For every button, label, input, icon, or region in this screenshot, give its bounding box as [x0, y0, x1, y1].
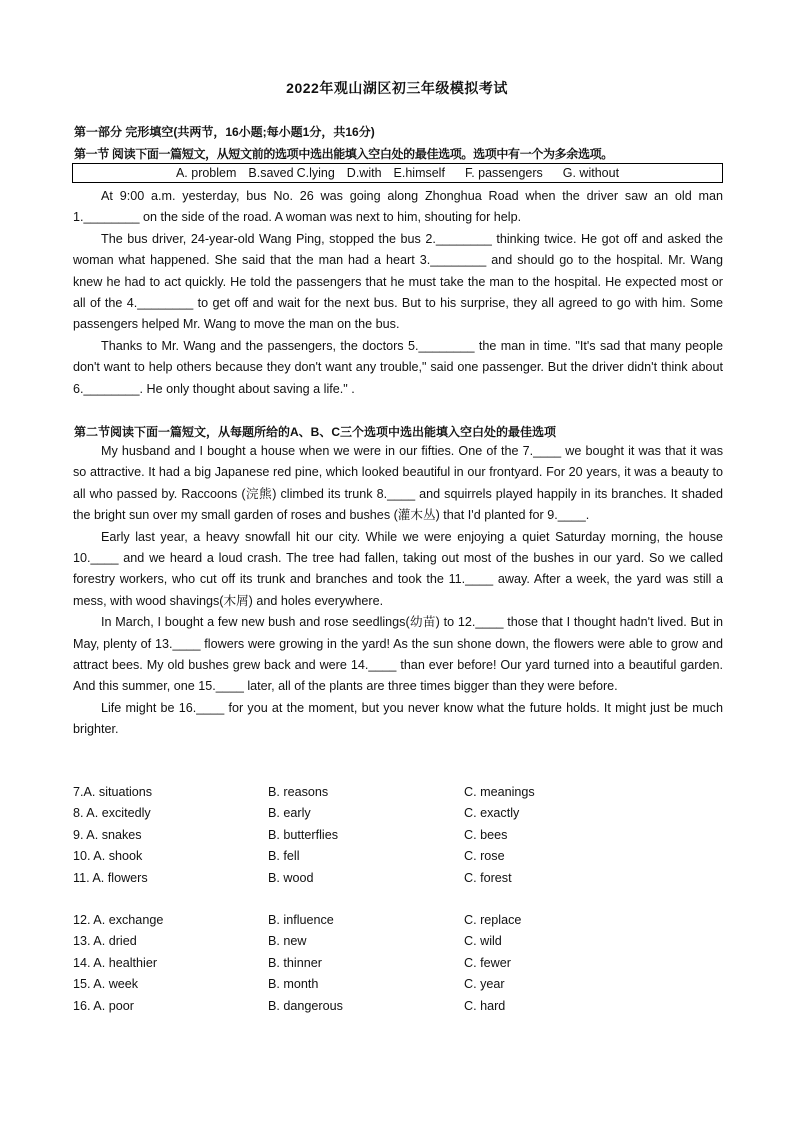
option-c: C. rose — [464, 849, 505, 864]
option-b: B. butterflies — [268, 827, 338, 842]
passage-1 — [73, 186, 723, 400]
option-a: 7.A. situations — [73, 785, 153, 799]
option-row — [73, 846, 723, 867]
option-c: C. meanings — [464, 785, 535, 799]
option-c: C. replace — [464, 913, 522, 927]
passage-paragraph: The bus driver, 24-year-old Wang Ping, stopped the bus 2.________ thinking twice. He got off and asked the woman what happened. She said that the man had a heart 3.________ and should go to the hospital. Mr. Wang knew he had to act quickly. He told the passengers that he must take the man to the hospital. He expected most or all of the 4.________ to get off and wait for the next bus. But to his surprise, they all agreed to go with him. Some passengers helped Mr. Wang to move the man on the bus. — [73, 231, 723, 332]
passage-2 — [73, 441, 723, 741]
option-row — [73, 996, 723, 1017]
options-group-2 — [73, 910, 723, 1017]
option-a: 9. A. snakes — [73, 827, 142, 842]
page-title: 2022年观山湖区初三年级模拟考试 — [286, 80, 508, 96]
option-b: B. early — [268, 806, 311, 821]
word-option: A. problem — [175, 166, 237, 180]
option-a: 8. A. excitedly — [73, 806, 151, 821]
option-b: B. new — [268, 934, 307, 949]
option-a: 16. A. poor — [73, 998, 134, 1013]
option-a: 10. A. shook — [73, 849, 143, 864]
word-option: C.lying — [296, 166, 335, 180]
option-c: C. bees — [464, 827, 508, 842]
section2-heading: 第二节阅读下面一篇短文，从每题所给的A、B、C三个选项中选出能填入空白处的最佳选项 — [74, 425, 557, 439]
option-row — [73, 782, 723, 803]
passage-paragraph: Early last year, a heavy snowfall hit our city. While we were enjoying a quiet Saturday morning, the house 10.____ and we heard a loud crash. The tree had fallen, taking out most of the bushes in our yard. So we called forestry workers, who cut off its trunk and branches and took the 11.____ away. After a week, the yard was still a mess, with wood shavings(木屑) and holes everywhere. — [73, 529, 723, 608]
option-c: C. year — [464, 977, 505, 992]
passage-paragraph: At 9:00 a.m. yesterday, bus No. 26 was going along Zhonghua Road when the driver saw an old man 1.________ on the side of the road. A woman was next to him, shouting for help. — [73, 189, 723, 225]
option-a: 15. A. week — [73, 977, 139, 992]
passage-paragraph: My husband and I bought a house when we were in our fifties. One of the 7.____ we bought it was that it was so attractive. It had a big Japanese red pine, which looked beautiful in our frontyard. For 20 years, it was a beauty to all who passed by. Raccoons (浣熊) climbed its trunk 8.____ and squirrels played happily in its branches. It shaded the bright sun over my small garden of roses and bushes (灌木丛) that I'd planted for 9.____. — [73, 444, 723, 523]
option-a: 12. A. exchange — [73, 913, 164, 927]
word-option: B.saved — [248, 166, 294, 180]
options-group-1 — [73, 782, 723, 889]
option-b: B. reasons — [268, 785, 329, 799]
passage-paragraph: Thanks to Mr. Wang and the passengers, the doctors 5.________ the man in time. "It's sad that many people don't want to help others because they don't want any trouble," said one passenger. But the driver didn't think about 6.________. He only thought about saving a life." . — [73, 338, 723, 396]
word-option: F. passengers — [464, 166, 543, 180]
option-b: B. month — [268, 977, 319, 992]
option-c: C. hard — [464, 998, 506, 1013]
option-a: 13. A. dried — [73, 934, 137, 949]
word-option: G. without — [562, 166, 620, 180]
option-row — [73, 910, 723, 931]
option-row — [73, 974, 723, 995]
section1-heading: 第一节 阅读下面一篇短文，从短文前的选项中选出能填入空白处的最佳选项。选项中有一个为多余选项。 — [74, 147, 613, 161]
word-option: E.himself — [393, 166, 445, 180]
word-box — [72, 163, 723, 183]
option-row — [73, 868, 723, 889]
option-b: B. thinner — [268, 955, 322, 970]
option-row — [73, 953, 723, 974]
passage-paragraph: Life might be 16.____ for you at the moment, but you never know what the future holds. It might just be much brighter. — [73, 700, 723, 737]
option-c: C. fewer — [464, 955, 511, 970]
option-a: 11. A. flowers — [73, 870, 148, 885]
option-row — [73, 825, 723, 846]
option-c: C. forest — [464, 870, 512, 885]
option-b: B. fell — [268, 849, 300, 864]
part1-heading: 第一部分 完形填空(共两节，16小题;每小题1分，共16分) — [74, 125, 375, 139]
option-b: B. influence — [268, 913, 334, 927]
word-option: D.with — [346, 166, 382, 180]
option-a: 14. A. healthier — [73, 955, 158, 970]
option-b: B. wood — [268, 870, 314, 885]
option-c: C. wild — [464, 934, 502, 949]
option-row — [73, 931, 723, 952]
option-row — [73, 803, 723, 824]
passage-paragraph: In March, I bought a few new bush and rose seedlings(幼苗) to 12.____ those that I thought hadn't lived. But in May, plenty of 13.____ flowers were growing in the yard! As the sun shone down, the flowers were able to grow and attract bees. My old bushes grew back and were 14.____ than ever before! Our yard turned into a beautiful garden. And this summer, one 15.____ later, all of the plants are three times bigger than they were before. — [73, 615, 723, 694]
option-c: C. exactly — [464, 806, 520, 821]
option-b: B. dangerous — [268, 998, 343, 1013]
